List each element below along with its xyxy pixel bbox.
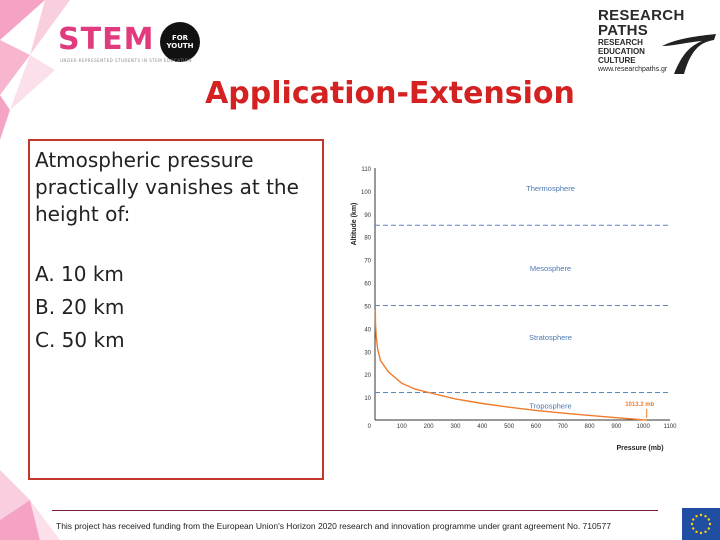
rp-url: www.researchpaths.gr xyxy=(598,66,668,73)
question-line: height of: xyxy=(35,202,131,226)
layer-label: Mesosphere xyxy=(529,264,572,274)
eu-star xyxy=(708,518,710,520)
annotation-label: 1013.2 mb xyxy=(625,402,655,408)
rp-line-culture: CULTURE xyxy=(598,56,636,65)
research-paths-logo xyxy=(598,8,720,90)
eu-star xyxy=(704,531,706,533)
y-tick-label: 60 xyxy=(364,281,371,288)
x-tick-label: 1100 xyxy=(663,424,677,430)
x-tick-label: 1000 xyxy=(636,424,650,430)
decorative-triangles-bottom-left xyxy=(0,470,60,540)
y-tick-label: 20 xyxy=(364,373,371,380)
question-line: practically vanishes at the xyxy=(35,175,299,199)
answer-list xyxy=(35,258,322,357)
y-tick-label: 10 xyxy=(364,396,371,403)
eu-star xyxy=(700,514,702,516)
x-tick-label: 800 xyxy=(584,424,595,430)
rp-line-paths: PATHS xyxy=(598,22,649,39)
layer-label: Troposphere xyxy=(529,401,572,411)
x-tick-label: 600 xyxy=(530,424,541,430)
layer-label: Stratosphere xyxy=(529,332,572,342)
eu-star xyxy=(700,532,702,534)
eu-star xyxy=(709,523,711,525)
x-tick-label: 700 xyxy=(557,424,568,430)
y-tick-label: 50 xyxy=(364,304,371,311)
seven-swoosh-icon xyxy=(658,28,718,76)
question-box xyxy=(28,139,324,480)
eu-flag-icon xyxy=(682,508,720,540)
y-tick-label: 80 xyxy=(364,235,371,242)
for-youth-badge xyxy=(160,22,200,62)
x-tick-label: 100 xyxy=(396,424,407,430)
eu-star xyxy=(704,515,706,517)
eu-star xyxy=(692,527,694,529)
x-tick-label: 900 xyxy=(611,424,622,430)
slide-title: Application-Extension xyxy=(205,76,575,111)
rp-line-education: EDUCATION xyxy=(598,47,645,56)
footer-divider xyxy=(52,510,658,511)
eu-star xyxy=(692,518,694,520)
eu-star xyxy=(691,523,693,525)
stem-logo-tagline: UNDER-REPRESENTED STUDENTS IN STEM EDUCATION xyxy=(60,58,192,63)
y-axis-label: Altitude (km) xyxy=(351,202,358,246)
footer-funding-text: This project has received funding from the European Union's Horizon 2020 research and innovation programme under grant agreement No. 710577 xyxy=(56,521,611,531)
y-tick-label: 100 xyxy=(360,189,371,196)
stem-logo-word: STEM xyxy=(58,22,155,57)
eu-star xyxy=(708,527,710,529)
origin-label: 0 xyxy=(367,424,371,430)
decorative-triangles-top-left xyxy=(0,0,70,140)
pressure-altitude-curve xyxy=(375,310,646,420)
y-tick-label: 40 xyxy=(364,327,371,334)
badge-line-for: FOR xyxy=(171,34,189,42)
rp-line-research: RESEARCH xyxy=(598,7,685,24)
y-tick-label: 70 xyxy=(364,258,371,265)
y-tick-label: 90 xyxy=(364,212,371,219)
question-text xyxy=(35,147,322,228)
x-tick-label: 300 xyxy=(450,424,461,430)
question-line: Atmospheric pressure xyxy=(35,148,254,172)
eu-star xyxy=(695,515,697,517)
x-tick-label: 200 xyxy=(423,424,434,430)
x-tick-label: 500 xyxy=(504,424,515,430)
y-tick-label: 30 xyxy=(364,350,371,357)
x-tick-label: 400 xyxy=(477,424,488,430)
answer-option-b[interactable]: B. 20 km xyxy=(35,295,125,319)
answer-option-c[interactable]: C. 50 km xyxy=(35,328,125,352)
rp-line-research-small: RESEARCH xyxy=(598,38,643,47)
badge-line-youth: YOUTH xyxy=(166,42,194,50)
y-tick-label: 110 xyxy=(361,167,371,173)
layer-label: Thermosphere xyxy=(526,183,575,193)
answer-option-a[interactable]: A. 10 km xyxy=(35,262,124,286)
eu-star xyxy=(695,531,697,533)
atmosphere-pressure-chart xyxy=(340,158,680,458)
x-axis-label: Pressure (mb) xyxy=(616,445,664,452)
